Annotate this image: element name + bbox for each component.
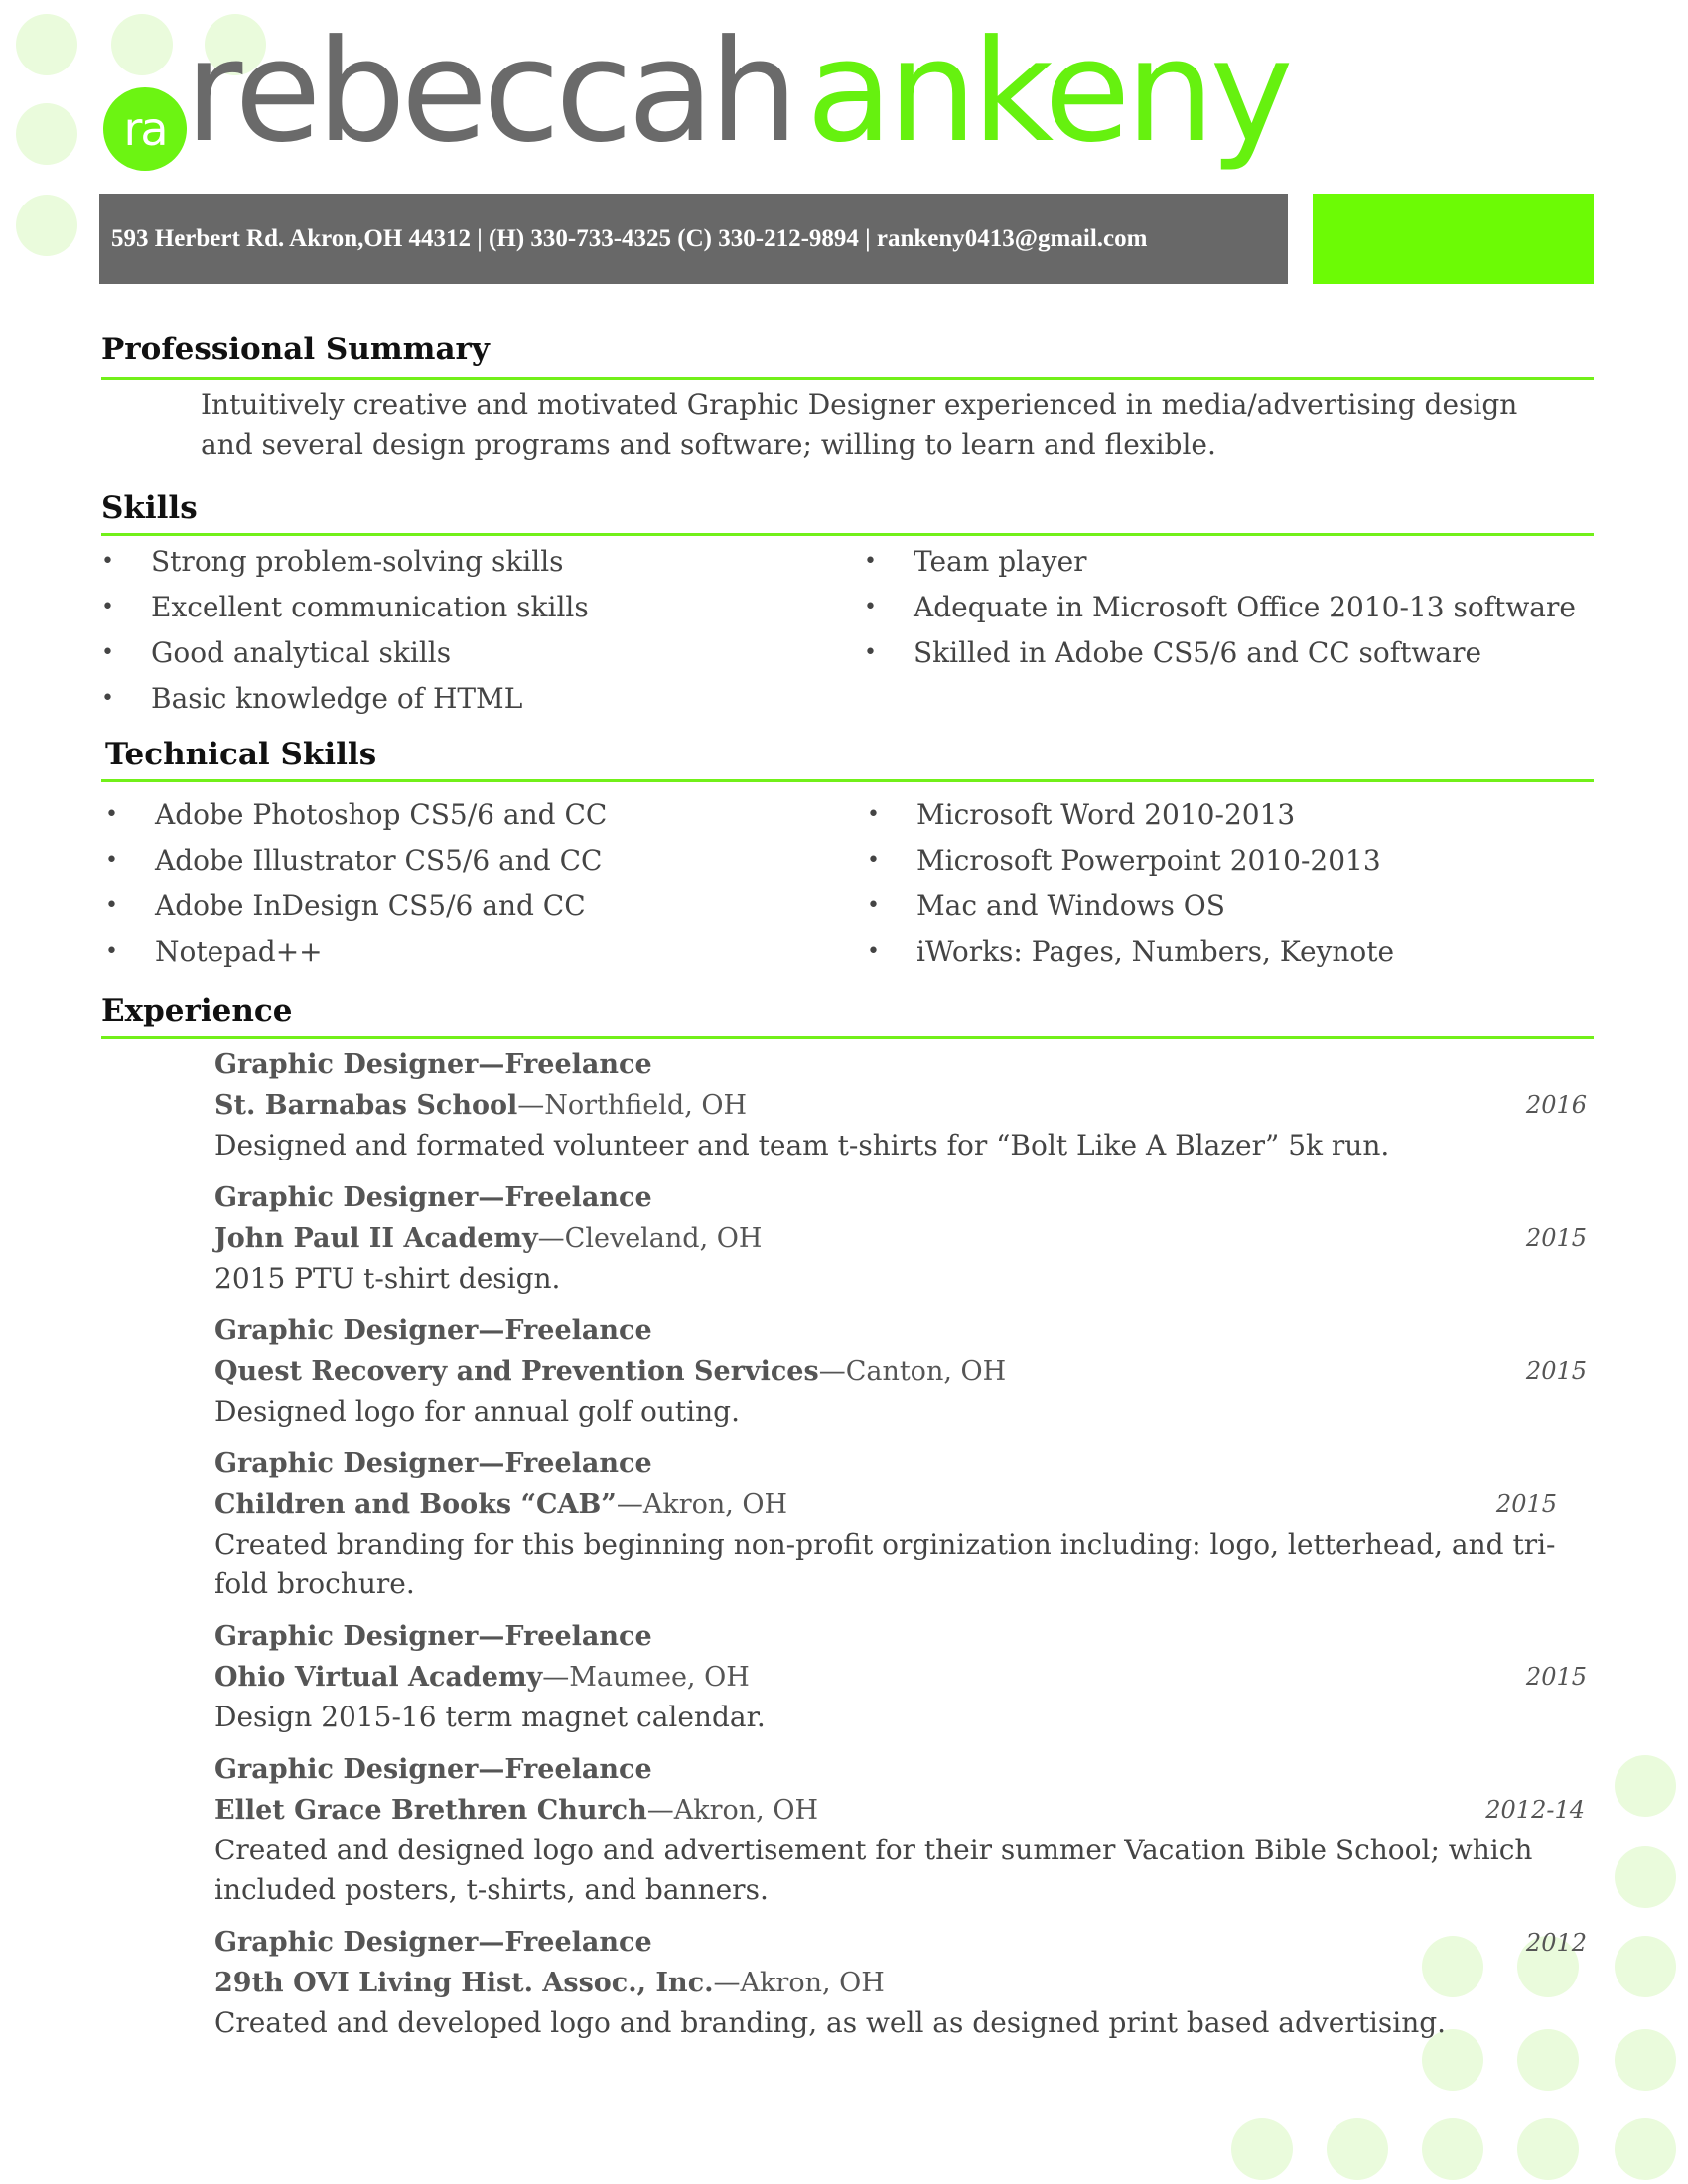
decor-dot (16, 195, 77, 256)
decor-dot (111, 14, 173, 75)
section-title-technical-skills: Technical Skills (105, 737, 377, 772)
job-description: Created and developed logo and branding, as well as designed print based advertising. (214, 2006, 1447, 2039)
list-item: • Adequate in Microsoft Office 2010-13 software (864, 585, 1579, 630)
job-organization: Children and Books “CAB” (214, 1489, 617, 1520)
job-title: Graphic Designer—Freelance (214, 1315, 652, 1346)
list-item: • Strong problem-solving skills (101, 539, 816, 585)
list-item: • Team player (864, 539, 1579, 585)
decor-dot (1615, 1846, 1676, 1908)
section-divider (101, 1036, 1594, 1039)
initials-logo: ra (103, 87, 187, 171)
job-organization: Quest Recovery and Prevention Services (214, 1356, 819, 1387)
experience-entry (214, 1923, 1595, 2043)
job-org-line (214, 1484, 1565, 1525)
experience-entry (214, 1617, 1595, 1737)
job-organization: 29th OVI Living Hist. Assoc., Inc. (214, 1968, 714, 1998)
org-separator: — (542, 1662, 570, 1693)
job-description: 2015 PTU t-shirt design. (214, 1262, 561, 1295)
job-location: Maumee, OH (569, 1662, 750, 1693)
decor-dot (1327, 2118, 1388, 2180)
job-year: 2015 (1525, 1357, 1587, 1385)
job-title: Graphic Designer—Freelance (214, 1448, 652, 1479)
job-description: Designed and formated volunteer and team t-shirts for “Bolt Like A Blazer” 5k run. (214, 1129, 1390, 1161)
section-divider (101, 377, 1594, 380)
job-description: Design 2015-16 term magnet calendar. (214, 1701, 766, 1733)
job-description: Designed logo for annual golf outing. (214, 1395, 740, 1428)
job-org-line (214, 1963, 1595, 2003)
job-title: Graphic Designer—Freelance (214, 1621, 652, 1652)
list-item: • Adobe InDesign CS5/6 and CC (105, 884, 820, 929)
job-organization: St. Barnabas School (214, 1090, 518, 1121)
experience-entry (214, 1750, 1585, 1910)
decor-dot (1615, 1755, 1676, 1817)
technical-list-right (867, 792, 1582, 975)
decor-dot (1615, 1936, 1676, 1997)
experience-entry (214, 1444, 1565, 1604)
job-description: Created and designed logo and advertisement for their summer Vacation Bible School; which included posters, t-shirts, and banners. (214, 1834, 1533, 1906)
job-location: Cleveland, OH (564, 1223, 763, 1254)
job-title-line (214, 1923, 1595, 1963)
contact-accent-block (1313, 194, 1594, 284)
org-separator: — (517, 1090, 545, 1121)
decor-dot (1615, 2029, 1676, 2091)
contact-info: 593 Herbert Rd. Akron,OH 44312 | (H) 330-733-4325 (C) 330-212-9894 | rankeny0413@gmail.com (111, 224, 1148, 252)
job-organization: John Paul II Academy (214, 1223, 538, 1254)
skills-list-right (864, 539, 1579, 676)
summary-text: Intuitively creative and motivated Graphic Designer experienced in media/advertising design and several design programs and software; willing to learn and flexible. (201, 388, 1518, 461)
job-organization: Ohio Virtual Academy (214, 1662, 543, 1693)
job-location: Northfield, OH (544, 1090, 748, 1121)
list-item: • Adobe Illustrator CS5/6 and CC (105, 838, 820, 884)
org-separator: — (646, 1795, 674, 1826)
job-title: Graphic Designer—Freelance (214, 1927, 652, 1958)
section-divider (101, 533, 1594, 536)
org-separator: — (616, 1489, 643, 1520)
org-separator: — (537, 1223, 565, 1254)
experience-entry (214, 1045, 1595, 1165)
skills-list-left (101, 539, 816, 722)
job-year: 2015 (1495, 1490, 1557, 1518)
org-separator: — (713, 1968, 741, 1998)
decor-dot (1615, 2118, 1676, 2180)
last-name: ankeny (806, 10, 1289, 174)
contact-bar (99, 194, 1288, 284)
decor-dot (1422, 2118, 1483, 2180)
list-item: • Adobe Photoshop CS5/6 and CC (105, 792, 820, 838)
job-year: 2015 (1525, 1224, 1587, 1252)
org-separator: — (818, 1356, 846, 1387)
section-title-skills: Skills (101, 490, 198, 526)
job-year: 2016 (1525, 1091, 1587, 1119)
decor-dot (1231, 2118, 1293, 2180)
list-item: • iWorks: Pages, Numbers, Keynote (867, 929, 1582, 975)
job-title: Graphic Designer—Freelance (214, 1754, 652, 1785)
job-year: 2012-14 (1485, 1796, 1585, 1824)
list-item: • Skilled in Adobe CS5/6 and CC software (864, 630, 1579, 676)
job-org-line (214, 1790, 1585, 1831)
list-item: • Notepad++ (105, 929, 820, 975)
list-item: • Good analytical skills (101, 630, 816, 676)
technical-list-left (105, 792, 820, 975)
job-year: 2012 (1525, 1929, 1587, 1957)
job-org-line (214, 1657, 1595, 1698)
experience-entry (214, 1178, 1595, 1298)
list-item: • Mac and Windows OS (867, 884, 1582, 929)
job-location: Akron, OH (673, 1795, 819, 1826)
job-year: 2015 (1525, 1663, 1587, 1691)
list-item: • Basic knowledge of HTML (101, 676, 816, 722)
list-item: • Microsoft Word 2010-2013 (867, 792, 1582, 838)
section-divider (101, 779, 1594, 782)
job-location: Akron, OH (642, 1489, 788, 1520)
job-org-line (214, 1351, 1595, 1392)
decor-dot (1517, 2118, 1579, 2180)
list-item: • Excellent communication skills (101, 585, 816, 630)
job-location: Canton, OH (845, 1356, 1007, 1387)
experience-entry (214, 1311, 1595, 1432)
job-title: Graphic Designer—Freelance (214, 1182, 652, 1213)
job-org-line (214, 1085, 1595, 1126)
section-title-summary: Professional Summary (101, 332, 490, 367)
job-location: Akron, OH (740, 1968, 885, 1998)
job-title: Graphic Designer—Freelance (214, 1049, 652, 1080)
decor-dot (16, 14, 77, 75)
list-item: • Microsoft Powerpoint 2010-2013 (867, 838, 1582, 884)
decor-dot (16, 103, 77, 165)
job-organization: Ellet Grace Brethren Church (214, 1795, 647, 1826)
first-name: rebeccah (185, 10, 794, 174)
job-description: Created branding for this beginning non-profit orginization including: logo, letterhead, and tri-fold brochure. (214, 1528, 1556, 1600)
section-title-experience: Experience (101, 993, 293, 1028)
job-org-line (214, 1218, 1595, 1259)
